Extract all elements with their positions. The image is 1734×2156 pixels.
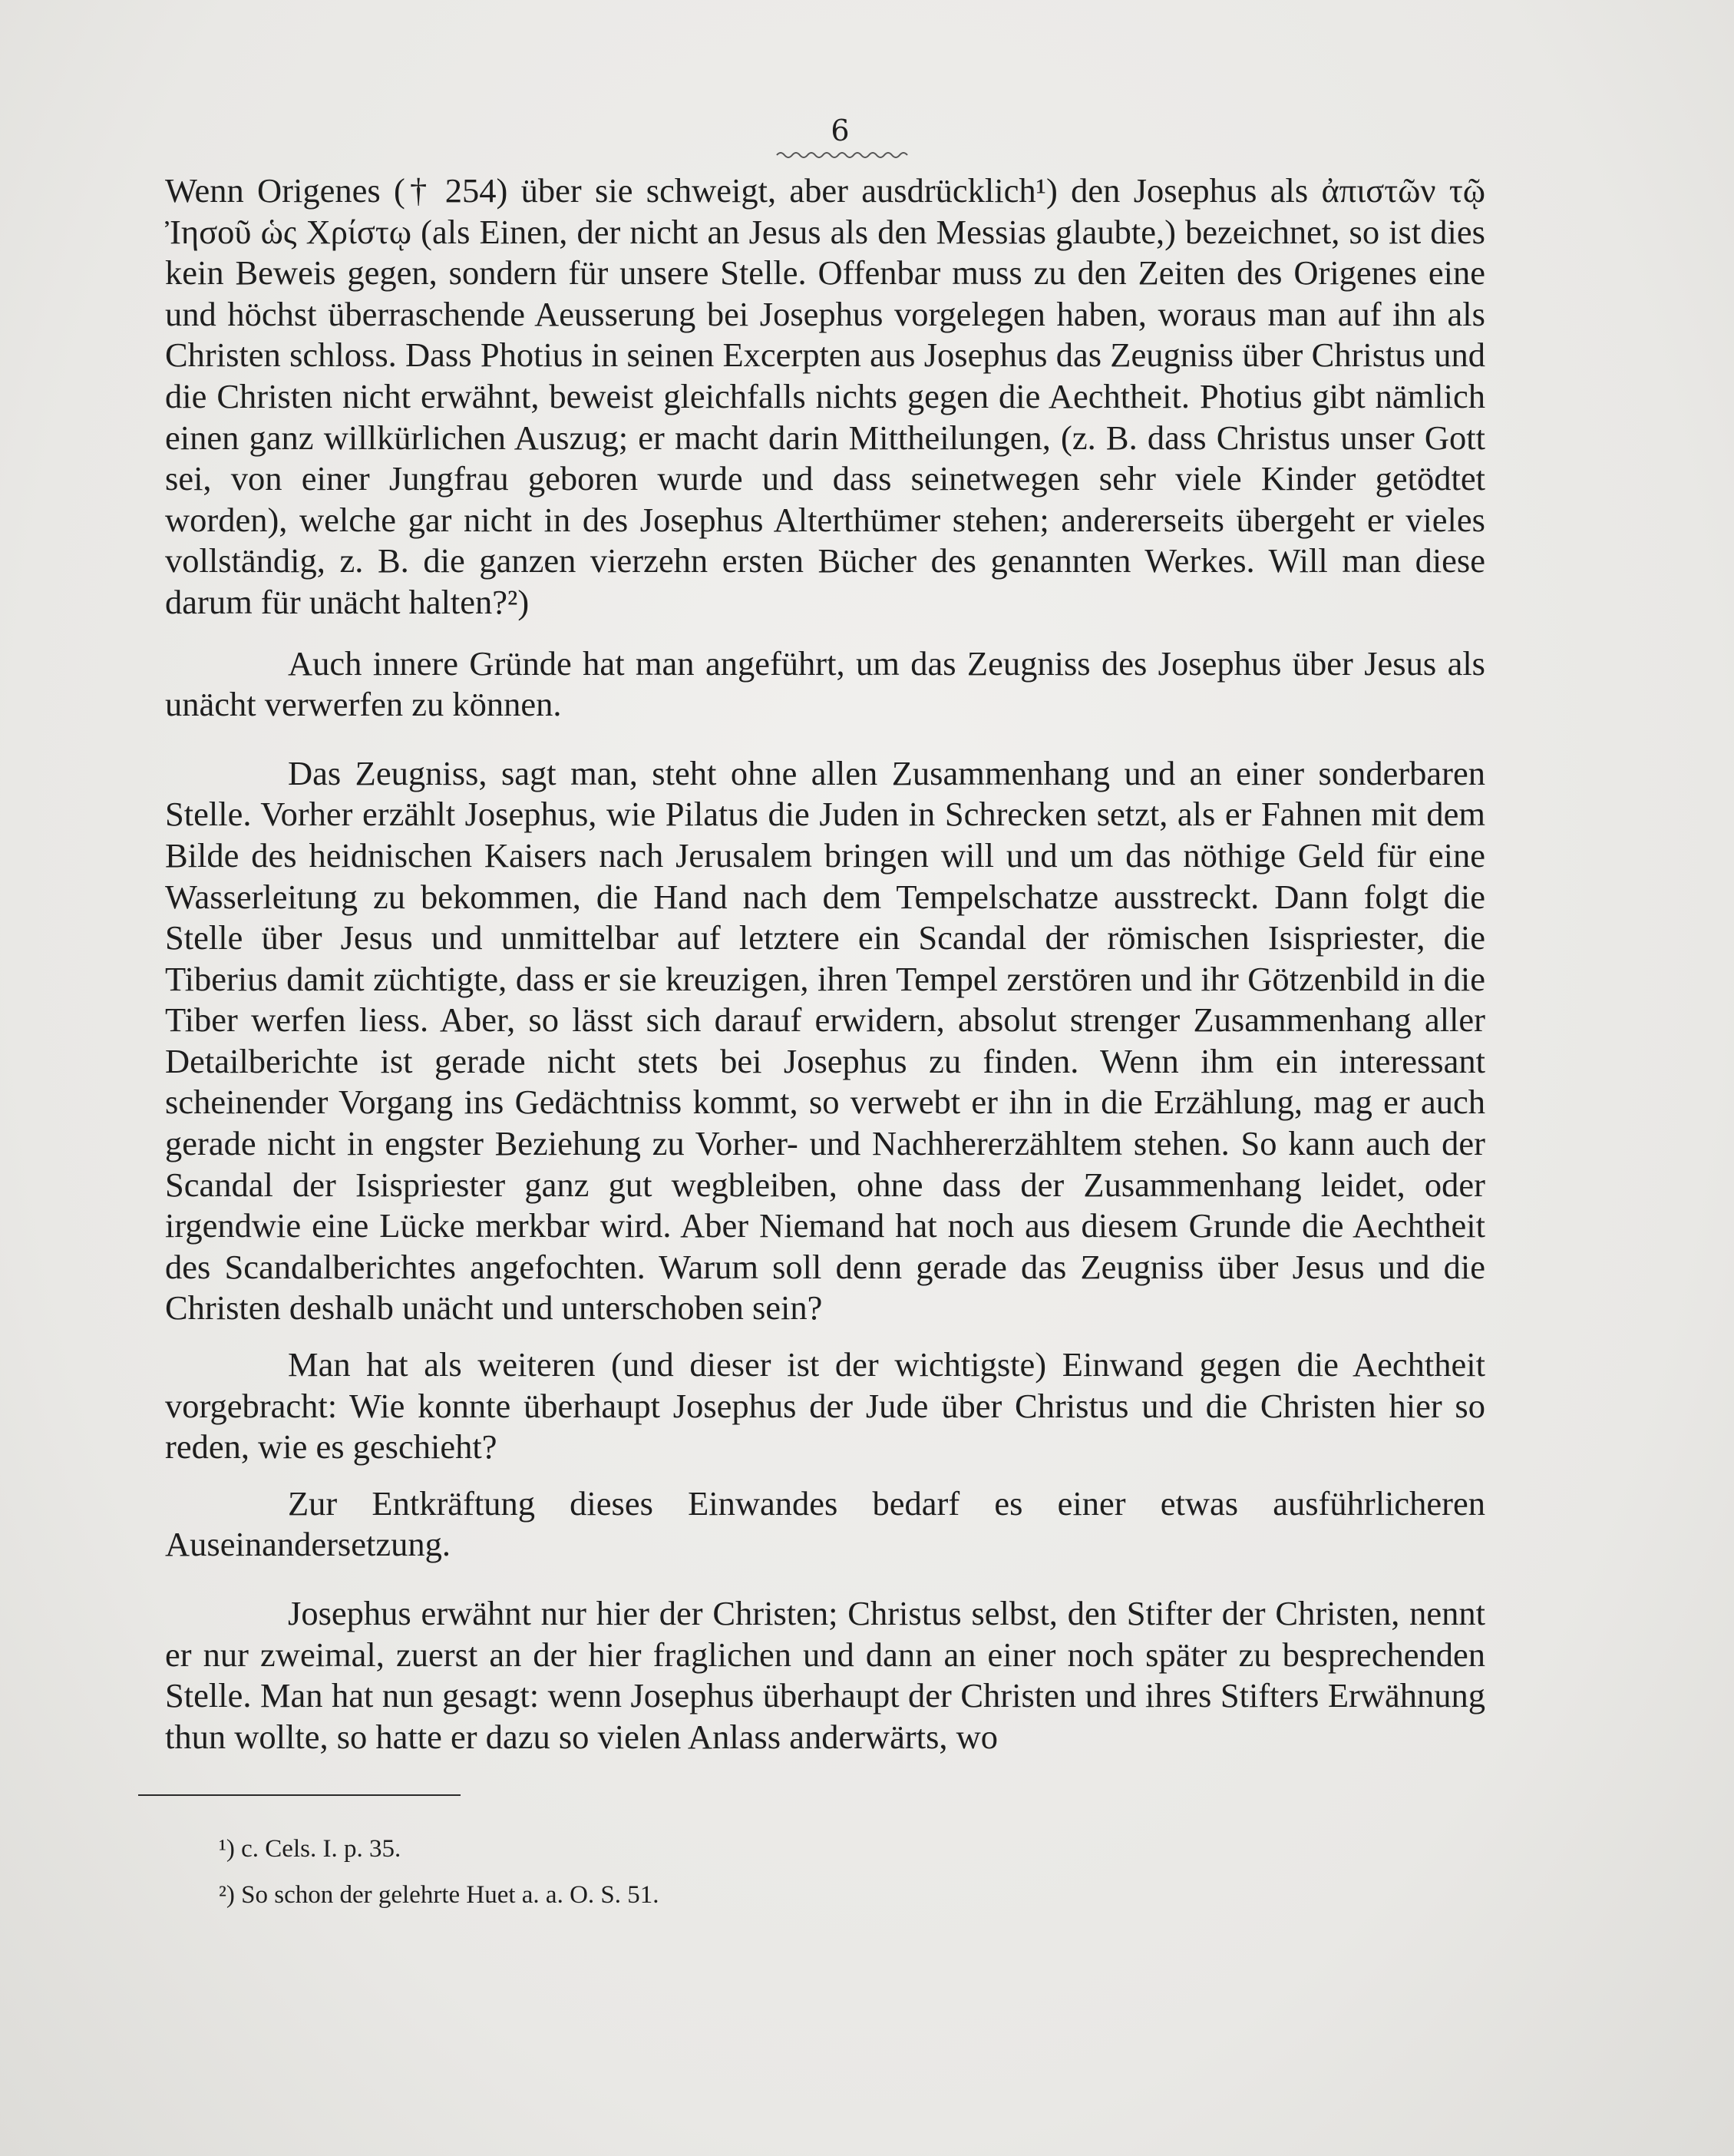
paragraph-einwand: Man hat als weiteren (und dieser ist der wichtigste) Einwand gegen die Aechtheit vorgebracht: Wie konnte überhaupt Josephus der Jude über Christus und die Christen hier so reden, wie es geschieht? [165,1345,1485,1467]
footnote-divider [138,1794,461,1796]
paragraph-origenes-photius: Wenn Origenes († 254) über sie schweigt, aber ausdrücklich¹) den Josephus als ἀπιστῶν τῷ Ἰησοῦ ὡς Χρίστῳ (als Einen, der nicht an Jesus als den Messias glaubte,) bezeichnet, so ist dies kein Beweis gegen, sondern für unsere Stelle. Offenbar muss zu den Zeiten des Origenes eine und höchst überraschende Aeusserung bei Josephus vorgelegen haben, woraus man auf ihn als Christen schloss. Dass Photius in seinen Excerpten aus Josephus das Zeugniss über Christus und die Christen nicht erwähnt, beweist gleichfalls nichts gegen die Aechtheit. Photius gibt nämlich einen ganz willkürlichen Auszug; er macht darin Mittheilungen, (z. B. dass Christus unser Gott sei, von einer Jungfrau geboren wurde und dass seinetwegen sehr viele Kinder getödtet worden), welche gar nicht in des Josephus Alterthümer stehen; andererseits übergeht er vieles vollständig, z. B. die ganzen vierzehn ersten Bücher des genannten Werkes. Will man diese darum für unächt halten?²) [165,171,1485,621]
page-number-ornament [775,147,913,161]
paragraph-entkraeftung: Zur Entkräftung dieses Einwandes bedarf es einer etwas ausführlicheren Auseinandersetzung. [165,1483,1485,1564]
paragraph-innere-gruende: Auch innere Gründe hat man angeführt, um das Zeugniss des Josephus über Jesus als unächt verwerfen zu können. [165,643,1485,724]
body-text [165,170,1485,1758]
footnotes [219,1826,1140,1918]
paragraph-zusammenhang: Das Zeugniss, sagt man, steht ohne allen Zusammenhang und an einer sonderbaren Stelle. Vorher erzählt Josephus, wie Pilatus die Juden in Schrecken setzt, als er Fahnen mit dem Bilde des heidnischen Kaisers nach Jerusalem bringen will und um das nöthige Geld für eine Wasserleitung zu bekommen, die Hand nach dem Tempelschatze ausstreckt. Dann folgt die Stelle über Jesus und unmittelbar auf letztere ein Scandal der römischen Isispriester, die Tiberius damit züchtigte, dass er sie kreuzigen, ihren Tempel zerstören und ihr Götzenbild in die Tiber werfen liess. Aber, so lässt sich darauf erwidern, absolut strenger Zusammenhang aller Detailberichte ist gerade nicht stets bei Josephus zu finden. Wenn ihm ein interessant scheinender Vorgang ins Gedächtniss kommt, so verwebt er ihn in die Erzählung, mag er auch gerade nicht in engster Beziehung zu Vorher- und Nachhererzähltem stehen. So kann auch der Scandal der Isispriester ganz gut wegbleiben, ohne dass der Zusammenhang leidet, oder irgendwie eine Lücke merkbar wird. Aber Niemand hat noch aus diesem Grunde die Aechtheit des Scandalberichtes angefochten. Warum soll denn gerade das Zeugniss über Jesus und die Christen deshalb unächt und unterschoben sein? [165,753,1485,1328]
page-number: 6 [831,114,850,147]
footnote-1: ¹) c. Cels. I. p. 35. [219,1835,401,1863]
footnote-2: ²) So schon der gelehrte Huet a. a. O. S. 51. [219,1881,659,1909]
paragraph-christen-erwaehnung: Josephus erwähnt nur hier der Christen; Christus selbst, den Stifter der Christen, nennt er nur zweimal, zuerst an der hier fraglichen und dann an einer noch später zu besprechenden Stelle. Man hat nun gesagt: wenn Josephus überhaupt der Christen und ihres Stifters Erwähnung thun wollte, so hatte er dazu so vielen Anlass anderwärts, wo [165,1594,1485,1756]
